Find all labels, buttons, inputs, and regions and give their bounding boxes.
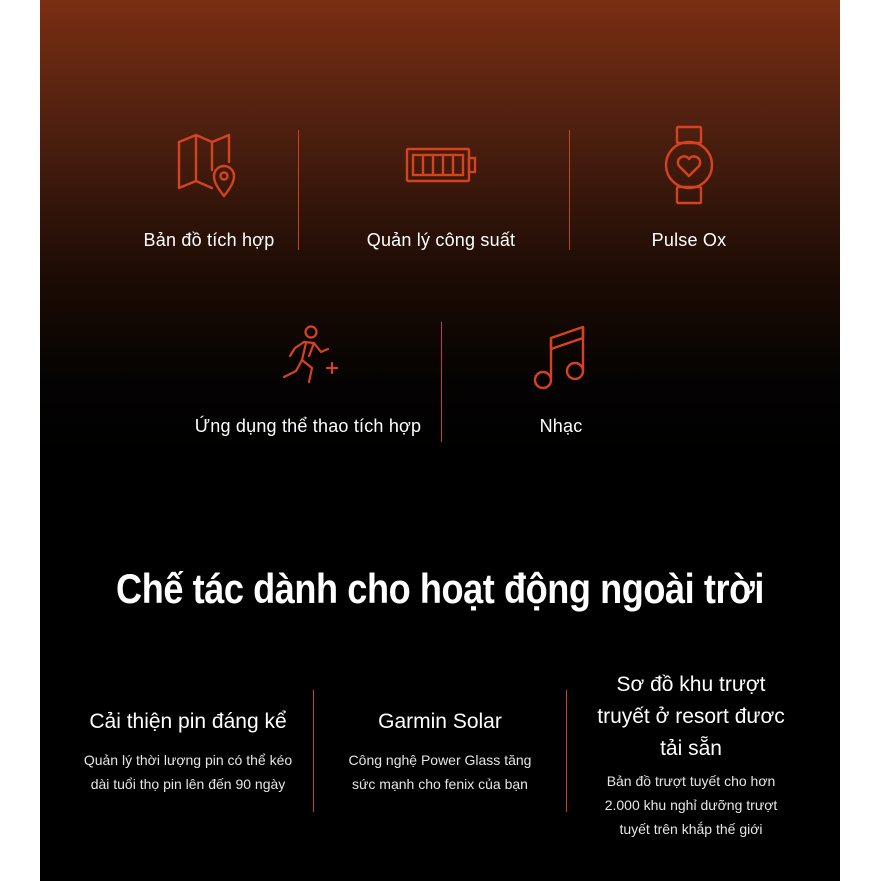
feature-maps (74, 130, 344, 260)
map-pin-icon (174, 130, 244, 200)
feature-label: Quản lý công suất (366, 230, 516, 250)
title-line: tải sẵn (660, 737, 722, 760)
title-line: Sơ đồ khu trượt (616, 673, 766, 696)
column-description (63, 748, 313, 796)
column-ski-maps (566, 669, 816, 841)
divider (313, 690, 314, 812)
description-line: dài tuổi thọ pin lên đến 90 ngày (90, 776, 286, 792)
column-description (566, 769, 816, 841)
divider (298, 130, 299, 250)
feature-music (426, 322, 696, 452)
description-line: sức mạnh cho fenix của bạn (352, 776, 528, 792)
feature-label: Pulse Ox (651, 230, 727, 250)
music-note-icon (533, 322, 589, 392)
column-description (315, 748, 565, 796)
feature-panel (40, 0, 840, 881)
column-title: Cải thiện pin đáng kể (89, 710, 287, 733)
description-line: Bản đồ trượt tuyết cho hơn (606, 773, 776, 789)
feature-label: Nhạc (539, 416, 583, 436)
feature-pulse-ox (554, 124, 824, 260)
description-line: 2.000 khu nghỉ dưỡng trượt (604, 797, 778, 813)
column-solar (315, 706, 565, 796)
column-battery (63, 706, 313, 796)
description-line: tuyết trên khắp thế giới (619, 821, 763, 837)
title-line: truyết ở resort đươc (597, 705, 785, 728)
column-title (566, 669, 816, 765)
running-person-icon (277, 322, 339, 388)
feature-power-management (306, 130, 576, 260)
column-title: Garmin Solar (378, 710, 502, 733)
battery-icon (405, 130, 477, 200)
watch-heart-icon (659, 124, 719, 206)
feature-sport-apps (173, 322, 443, 452)
section-headline: Chế tác dành cho hoạt động ngoài trời (116, 565, 764, 612)
description-line: Công nghệ Power Glass tăng (348, 752, 532, 768)
feature-label: Ứng dụng thể thao tích hợp (194, 416, 422, 436)
description-line: Quản lý thời lượng pin có thể kéo (83, 752, 293, 768)
feature-label: Bản đồ tích hợp (143, 230, 275, 250)
